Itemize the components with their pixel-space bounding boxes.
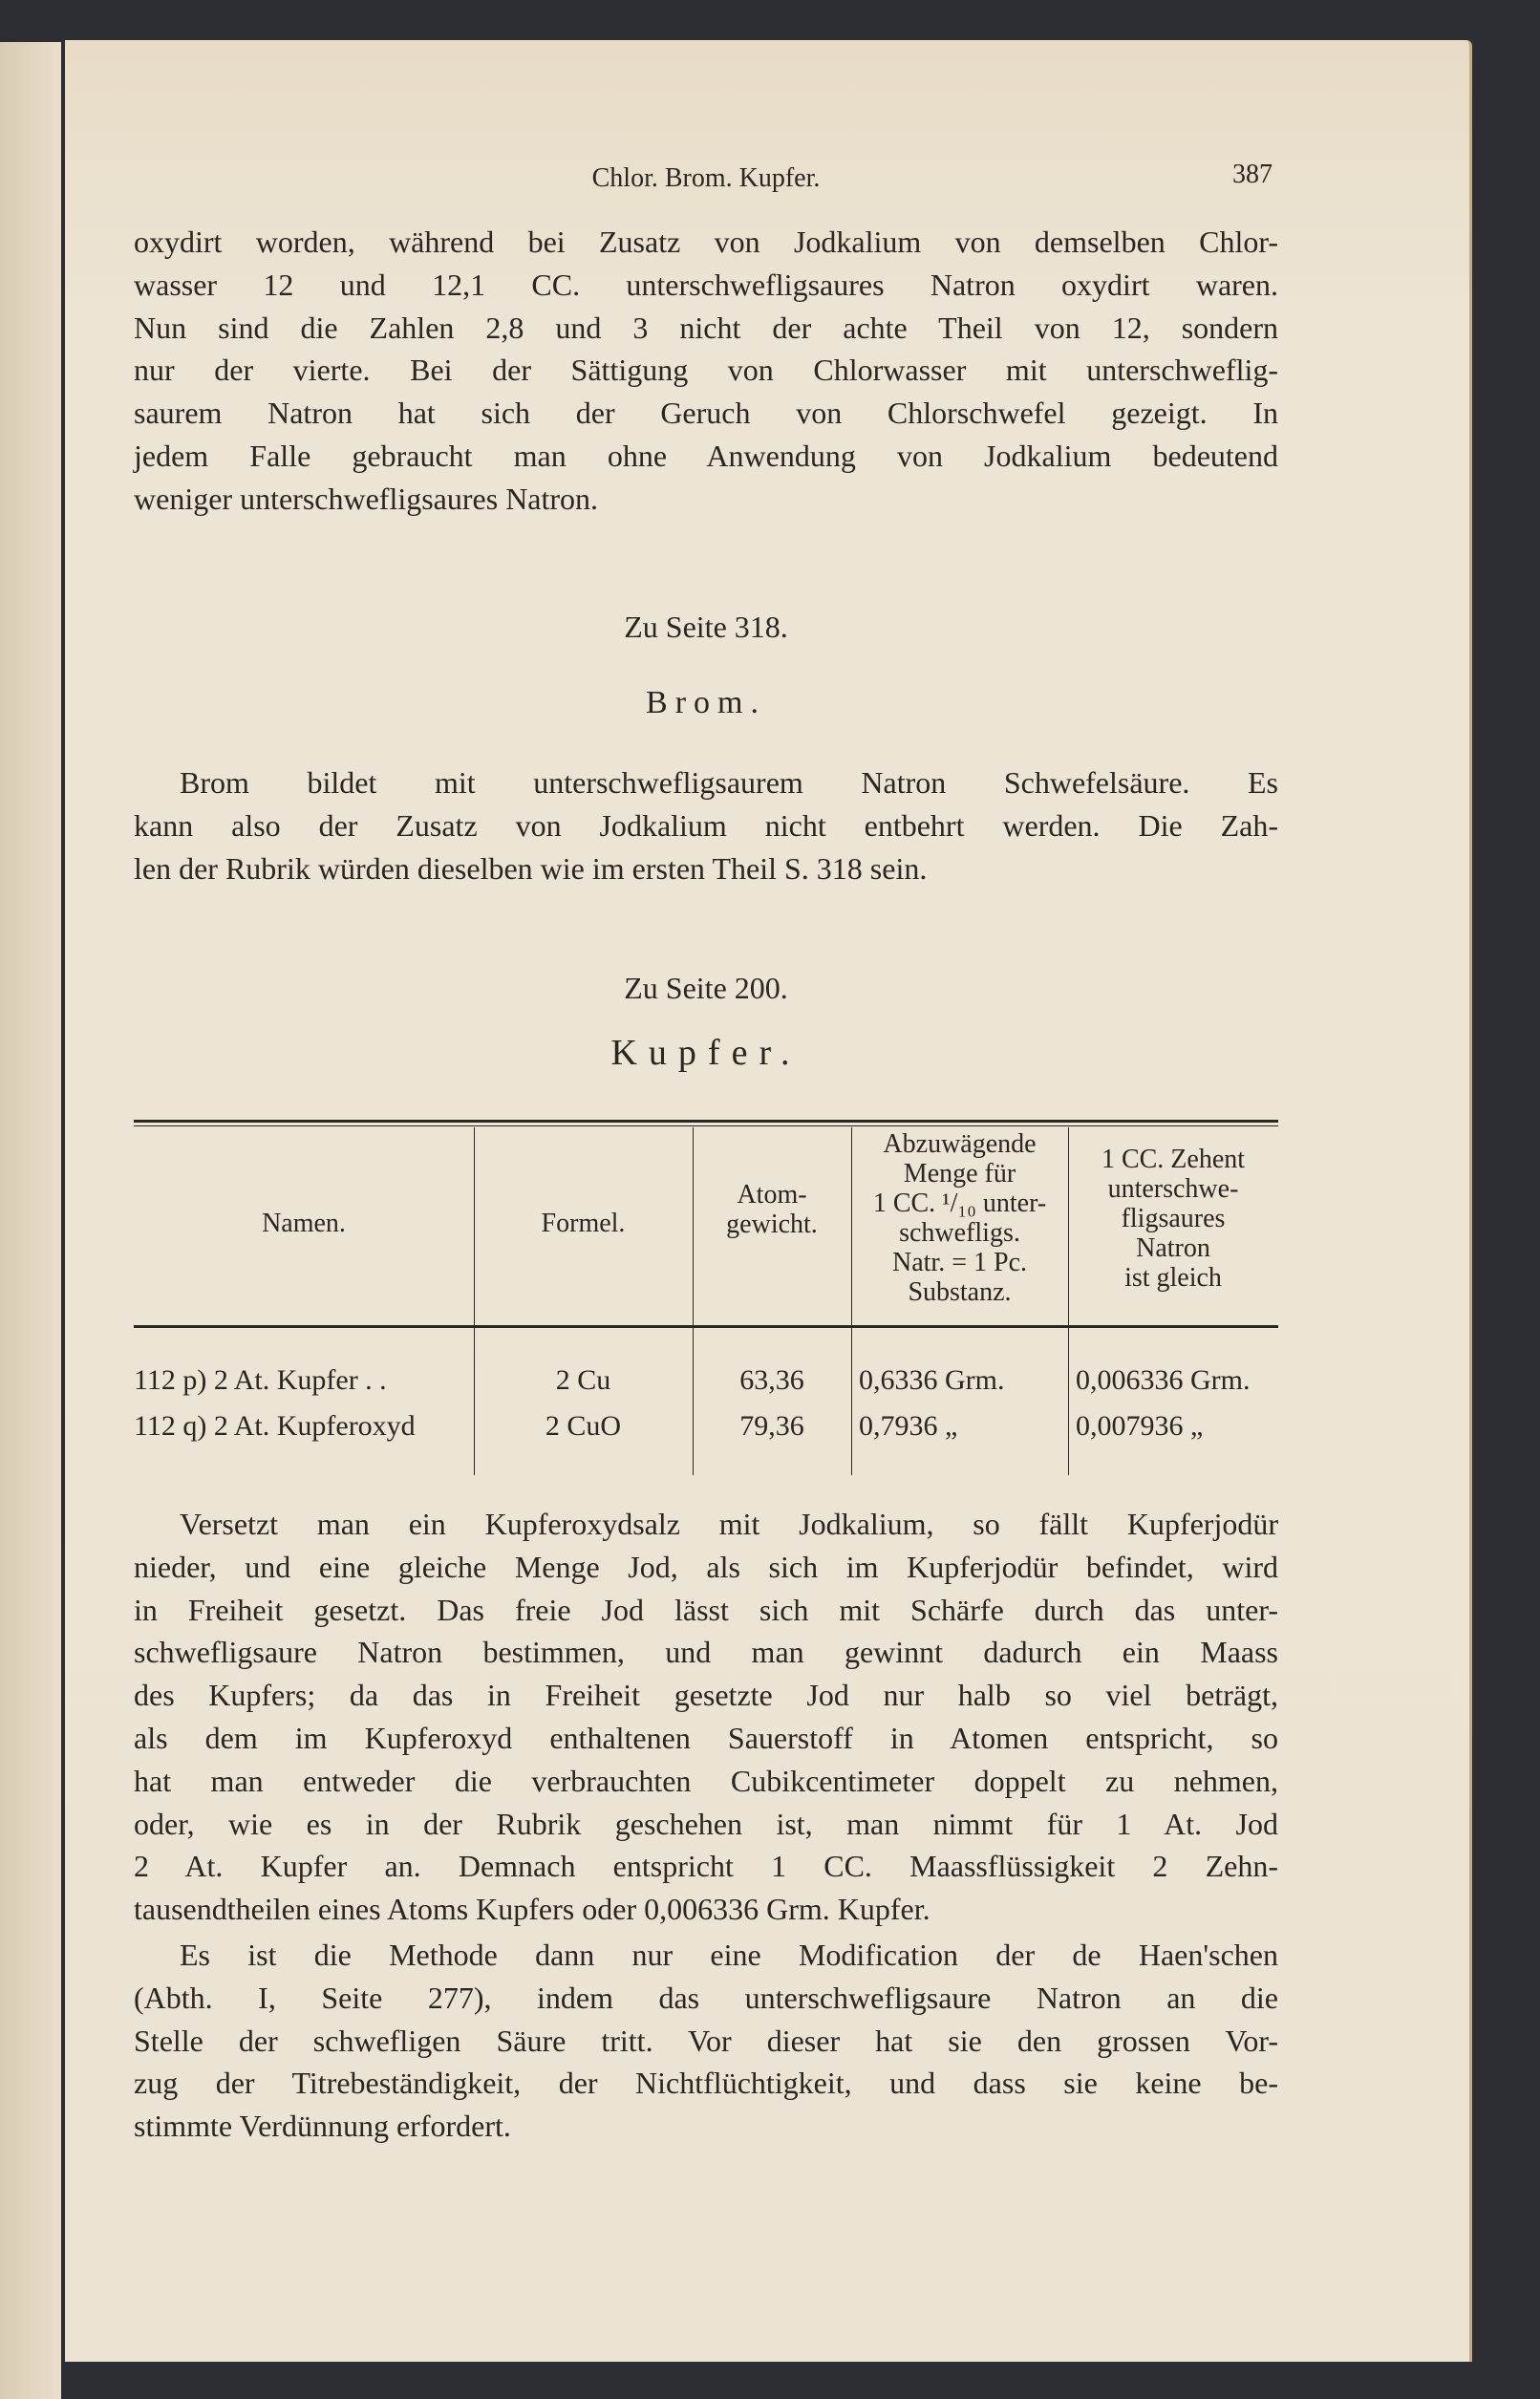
text-line: jedem Falle gebraucht man ohne Anwendung von Jodkalium bedeutend (134, 439, 1278, 473)
text-line: saurem Natron hat sich der Geruch von Chlorschwefel gezeigt. In (134, 396, 1278, 431)
column-header: Natr. = 1 Pc. (892, 1248, 1027, 1277)
text-line: weniger unterschwefligsaures Natron. (134, 481, 599, 516)
text-line: wasser 12 und 12,1 CC. unterschwefligsaures Natron oxydirt waren. (134, 267, 1278, 302)
text-line: Es ist die Methode dann nur eine Modification der de Haen'schen (180, 1938, 1278, 1972)
column-header: 1 CC. ¹/₁₀ unter- (872, 1189, 1047, 1218)
section-title-kupfer: Kupfer. (610, 1033, 802, 1073)
table-cell: 0,7936 „ (859, 1410, 958, 1442)
facing-page-edge (0, 42, 61, 2399)
column-header: Atom- (737, 1180, 807, 1210)
section-title-brom: Brom. (646, 685, 766, 720)
text-line: Versetzt man ein Kupferoxydsalz mit Jodkalium, so fällt Kupferjodür (180, 1507, 1278, 1541)
column-header: gewicht. (726, 1210, 818, 1239)
column-header: unterschwe- (1107, 1174, 1239, 1204)
table-cell: 112 p) 2 At. Kupfer . . (134, 1364, 387, 1396)
text-line: stimmte Verdünnung erfordert. (134, 2109, 511, 2144)
table-cell: 0,007936 „ (1076, 1410, 1204, 1442)
text-line: Brom bildet mit unterschwefligsaurem Natron Schwefelsäure. Es (180, 765, 1278, 800)
text-line: als dem im Kupferoxyd enthaltenen Sauerstoff in Atomen entspricht, so (134, 1721, 1278, 1755)
text-line: des Kupfers; da das in Freiheit gesetzte Jod nur halb so viel beträgt, (134, 1678, 1278, 1713)
page-number: 387 (1232, 160, 1273, 189)
text-line: 2 At. Kupfer an. Demnach entspricht 1 CC. Maassflüssigkeit 2 Zehn- (134, 1849, 1278, 1884)
column-header: Menge für (903, 1159, 1016, 1189)
table-cell: 0,006336 Grm. (1076, 1364, 1251, 1396)
text-line: schwefligsaure Natron bestimmen, und man gewinnt dadurch ein Maass (134, 1635, 1278, 1670)
text-line: Stelle der schwefligen Säure tritt. Vor dieser hat sie den grossen Vor- (134, 2023, 1278, 2058)
section-ref-318: Zu Seite 318. (624, 610, 788, 644)
column-header: Formel. (541, 1209, 626, 1238)
text-line: in Freiheit gesetzt. Das freie Jod lässt sich mit Schärfe durch das unter- (134, 1592, 1278, 1627)
column-header: fligsaures (1121, 1204, 1226, 1233)
text-line: zug der Titrebeständigkeit, der Nichtflüchtigkeit, und dass sie keine be- (134, 2066, 1278, 2101)
column-header: 1 CC. Zehent (1101, 1145, 1246, 1174)
text-line: nieder, und eine gleiche Menge Jod, als sich im Kupferjodür befindet, wird (134, 1549, 1278, 1584)
column-header: Substanz. (908, 1277, 1012, 1307)
table-cell: 63,36 (739, 1364, 804, 1396)
text-line: kann also der Zusatz von Jodkalium nicht entbehrt werden. Die Zah- (134, 807, 1278, 843)
table-top-rule (134, 1120, 1278, 1123)
text-line: Nun sind die Zahlen 2,8 und 3 nicht der achte Theil von 12, sondern (134, 310, 1278, 345)
text-line: oxydirt worden, während bei Zusatz von Jodkalium von demselben Chlor- (134, 225, 1278, 259)
column-header: Natron (1136, 1233, 1210, 1263)
column-header: ist gleich (1124, 1263, 1222, 1293)
text-line: oder, wie es in der Rubrik geschehen ist, man nimmt für 1 At. Jod (134, 1806, 1278, 1841)
text-line: len der Rubrik würden dieselben wie im ersten Theil S. 318 sein. (134, 850, 928, 886)
section-ref-200: Zu Seite 200. (624, 971, 788, 1005)
table-cell: 2 CuO (545, 1410, 622, 1442)
table-cell: 2 Cu (555, 1364, 611, 1396)
table-top-rule-thin (134, 1125, 1278, 1126)
column-header: Abzuwägende (883, 1129, 1037, 1159)
table-header-rule (134, 1325, 1278, 1328)
column-header: Namen. (262, 1209, 346, 1238)
text-line: hat man entweder die verbrauchten Cubikcentimeter doppelt zu nehmen, (134, 1763, 1278, 1798)
running-header: Chlor. Brom. Kupfer. (591, 163, 821, 193)
table-cell: 0,6336 Grm. (859, 1364, 1005, 1396)
column-header: schwefligs. (899, 1218, 1020, 1248)
table-cell: 79,36 (739, 1410, 804, 1442)
text-line: tausendtheilen eines Atoms Kupfers oder 0,006336 Grm. Kupfer. (134, 1892, 930, 1927)
text-line: nur der vierte. Bei der Sättigung von Chlorwasser mit unterschweflig- (134, 353, 1278, 388)
table-cell: 112 q) 2 At. Kupferoxyd (134, 1410, 416, 1442)
text-line: (Abth. I, Seite 277), indem das unterschwefligsaure Natron an die (134, 1980, 1278, 2015)
